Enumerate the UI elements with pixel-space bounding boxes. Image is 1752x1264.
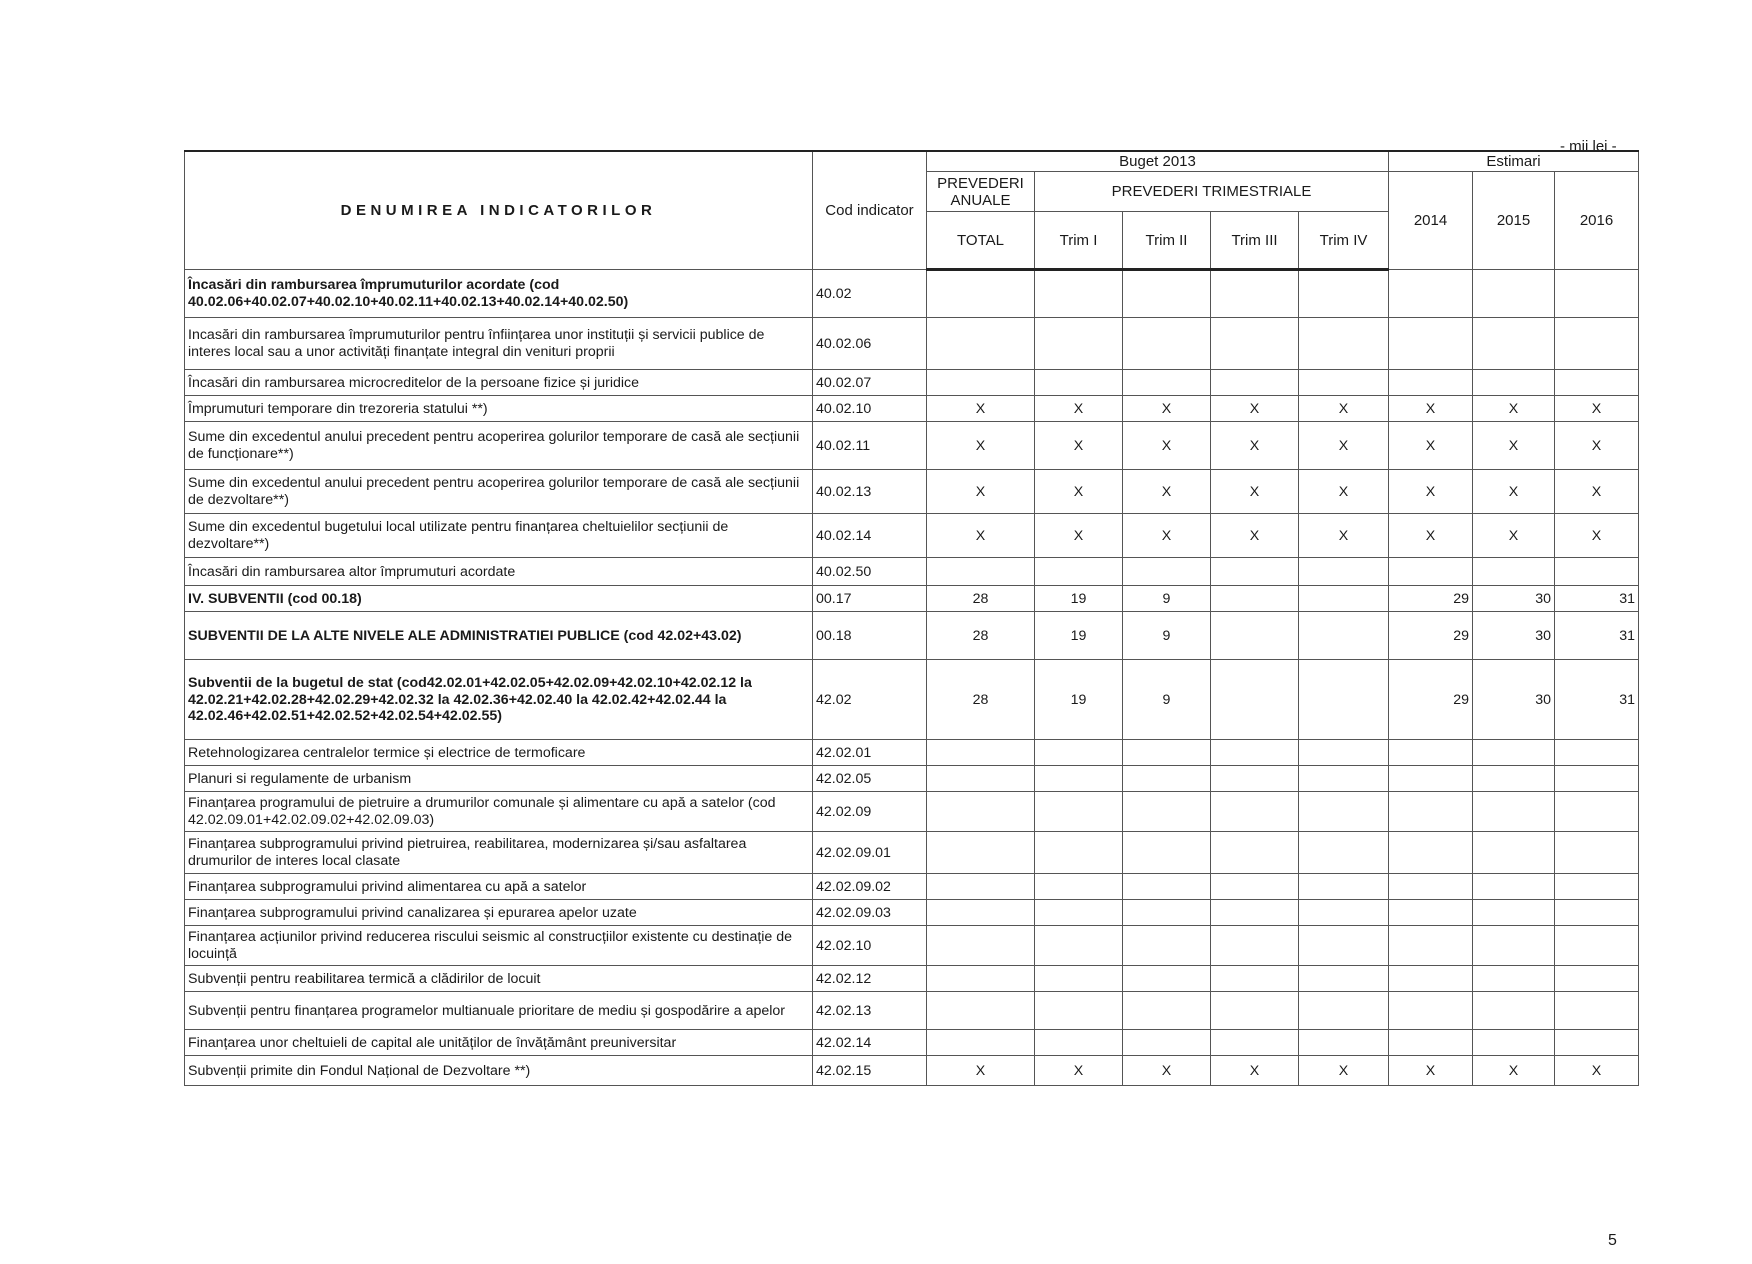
value-trim-3: X xyxy=(1211,396,1299,422)
value-trim-1: 19 xyxy=(1035,586,1123,612)
indicator-code: 42.02.10 xyxy=(813,926,927,966)
value-estimate-2014 xyxy=(1389,992,1473,1030)
indicator-code: 42.02.09.02 xyxy=(813,874,927,900)
header-trim-2: Trim II xyxy=(1123,212,1211,270)
value-estimate-2016 xyxy=(1555,270,1639,318)
value-trim-1 xyxy=(1035,740,1123,766)
indicator-name: Finanțarea programului de pietruire a drumurilor comunale și alimentare cu apă a satelor (cod 42.02.09.01+42.02.09.02+42.02.09.03) xyxy=(185,792,813,832)
indicator-code: 00.17 xyxy=(813,586,927,612)
value-trim-3 xyxy=(1211,926,1299,966)
indicator-name: Finanțarea subprogramului privind canalizarea și epurarea apelor uzate xyxy=(185,900,813,926)
value-estimate-2015 xyxy=(1473,900,1555,926)
value-total xyxy=(927,926,1035,966)
table-row xyxy=(185,966,1639,992)
header-total: TOTAL xyxy=(927,212,1035,270)
value-total xyxy=(927,318,1035,370)
table-row xyxy=(185,660,1639,740)
value-trim-2 xyxy=(1123,926,1211,966)
value-total: X xyxy=(927,514,1035,558)
indicator-name: Sume din excedentul anului precedent pentru acoperirea golurilor temporare de casă ale secțiunii de dezvoltare**) xyxy=(185,470,813,514)
value-trim-4: X xyxy=(1299,396,1389,422)
indicator-code: 40.02.07 xyxy=(813,370,927,396)
indicator-name: Finanțarea unor cheltuieli de capital ale unităților de învățământ preuniversitar xyxy=(185,1030,813,1056)
table-row xyxy=(185,926,1639,966)
header-prevederi-trimestriale: PREVEDERI TRIMESTRIALE xyxy=(1035,172,1389,212)
header-trim-3: Trim III xyxy=(1211,212,1299,270)
value-trim-1 xyxy=(1035,874,1123,900)
value-trim-2 xyxy=(1123,370,1211,396)
indicator-name: Încasări din rambursarea împrumuturilor acordate (cod 40.02.06+40.02.07+40.02.10+40.02.11+40.02.13+40.02.14+40.02.50) xyxy=(185,270,813,318)
value-estimate-2015 xyxy=(1473,270,1555,318)
value-trim-4 xyxy=(1299,740,1389,766)
table-row xyxy=(185,422,1639,470)
value-trim-4 xyxy=(1299,660,1389,740)
value-trim-2 xyxy=(1123,318,1211,370)
header-year-2014: 2014 xyxy=(1389,172,1473,270)
page-number: 5 xyxy=(1608,1232,1617,1249)
value-estimate-2014: X xyxy=(1389,396,1473,422)
value-estimate-2016 xyxy=(1555,874,1639,900)
value-trim-4 xyxy=(1299,792,1389,832)
value-estimate-2014: 29 xyxy=(1389,612,1473,660)
indicator-name: Planuri si regulamente de urbanism xyxy=(185,766,813,792)
table-row xyxy=(185,586,1639,612)
value-estimate-2015: 30 xyxy=(1473,586,1555,612)
table-row xyxy=(185,612,1639,660)
value-trim-1 xyxy=(1035,900,1123,926)
unit-label: - mii lei - xyxy=(1560,138,1617,155)
value-trim-1: X xyxy=(1035,422,1123,470)
table-row xyxy=(185,740,1639,766)
indicator-code: 42.02.01 xyxy=(813,740,927,766)
value-trim-4: X xyxy=(1299,422,1389,470)
value-trim-4 xyxy=(1299,992,1389,1030)
header-year-2016: 2016 xyxy=(1555,172,1639,270)
value-trim-4 xyxy=(1299,832,1389,874)
value-estimate-2016 xyxy=(1555,370,1639,396)
value-trim-3 xyxy=(1211,874,1299,900)
indicator-code: 40.02.50 xyxy=(813,558,927,586)
value-trim-2: X xyxy=(1123,514,1211,558)
value-trim-3 xyxy=(1211,966,1299,992)
value-estimate-2014 xyxy=(1389,1030,1473,1056)
value-trim-1 xyxy=(1035,832,1123,874)
value-trim-3 xyxy=(1211,370,1299,396)
value-trim-2 xyxy=(1123,766,1211,792)
value-trim-1 xyxy=(1035,766,1123,792)
value-estimate-2014 xyxy=(1389,874,1473,900)
value-trim-4 xyxy=(1299,766,1389,792)
header-trim-1: Trim I xyxy=(1035,212,1123,270)
value-estimate-2014 xyxy=(1389,966,1473,992)
header-prevederi-anuale: PREVEDERI ANUALE xyxy=(927,172,1035,212)
indicator-name: Finanțarea acțiunilor privind reducerea riscului seismic al construcțiilor existente cu destinație de locuință xyxy=(185,926,813,966)
value-estimate-2016 xyxy=(1555,832,1639,874)
indicator-code: 42.02.14 xyxy=(813,1030,927,1056)
value-estimate-2016: X xyxy=(1555,422,1639,470)
value-estimate-2014 xyxy=(1389,792,1473,832)
value-total xyxy=(927,558,1035,586)
value-estimate-2015 xyxy=(1473,832,1555,874)
value-trim-3 xyxy=(1211,270,1299,318)
value-trim-3 xyxy=(1211,558,1299,586)
value-trim-2 xyxy=(1123,740,1211,766)
value-total xyxy=(927,874,1035,900)
table-row xyxy=(185,832,1639,874)
value-trim-4 xyxy=(1299,558,1389,586)
value-trim-1: X xyxy=(1035,396,1123,422)
indicator-code: 40.02.11 xyxy=(813,422,927,470)
value-trim-3 xyxy=(1211,612,1299,660)
value-estimate-2016 xyxy=(1555,1030,1639,1056)
indicator-name: IV. SUBVENTII (cod 00.18) xyxy=(185,586,813,612)
value-estimate-2014 xyxy=(1389,558,1473,586)
value-estimate-2015 xyxy=(1473,874,1555,900)
indicator-code: 40.02.06 xyxy=(813,318,927,370)
indicator-code: 42.02.13 xyxy=(813,992,927,1030)
value-estimate-2015 xyxy=(1473,926,1555,966)
header-buget: Buget 2013 xyxy=(927,151,1389,172)
value-trim-4 xyxy=(1299,270,1389,318)
value-trim-3 xyxy=(1211,992,1299,1030)
value-trim-4 xyxy=(1299,612,1389,660)
value-total xyxy=(927,832,1035,874)
value-trim-3 xyxy=(1211,318,1299,370)
value-trim-1 xyxy=(1035,270,1123,318)
indicator-code: 42.02.09.01 xyxy=(813,832,927,874)
value-trim-3 xyxy=(1211,832,1299,874)
value-trim-2 xyxy=(1123,966,1211,992)
indicator-name: Subvenții pentru reabilitarea termică a clădirilor de locuit xyxy=(185,966,813,992)
value-trim-3: X xyxy=(1211,514,1299,558)
value-estimate-2014: X xyxy=(1389,1056,1473,1086)
value-estimate-2016 xyxy=(1555,558,1639,586)
indicator-code: 42.02.05 xyxy=(813,766,927,792)
value-estimate-2014: X xyxy=(1389,470,1473,514)
value-estimate-2015 xyxy=(1473,966,1555,992)
table-row xyxy=(185,1056,1639,1086)
value-estimate-2015: X xyxy=(1473,422,1555,470)
indicator-name: Încasări din rambursarea microcreditelor de la persoane fizice și juridice xyxy=(185,370,813,396)
indicator-code: 40.02.14 xyxy=(813,514,927,558)
table-row xyxy=(185,992,1639,1030)
value-estimate-2014 xyxy=(1389,270,1473,318)
value-trim-1: X xyxy=(1035,1056,1123,1086)
table-row xyxy=(185,370,1639,396)
header-denumirea: DENUMIREA INDICATORILOR xyxy=(185,151,813,270)
value-trim-2 xyxy=(1123,832,1211,874)
indicator-name: Sume din excedentul anului precedent pentru acoperirea golurilor temporare de casă ale secțiunii de funcționare**) xyxy=(185,422,813,470)
value-estimate-2014 xyxy=(1389,318,1473,370)
value-total: 28 xyxy=(927,660,1035,740)
budget-table xyxy=(184,150,1639,1086)
value-estimate-2015 xyxy=(1473,766,1555,792)
value-estimate-2016: 31 xyxy=(1555,660,1639,740)
value-trim-1 xyxy=(1035,318,1123,370)
indicator-code: 42.02.09 xyxy=(813,792,927,832)
value-estimate-2015 xyxy=(1473,792,1555,832)
indicator-code: 40.02.10 xyxy=(813,396,927,422)
value-trim-1 xyxy=(1035,370,1123,396)
value-estimate-2016: X xyxy=(1555,470,1639,514)
value-estimate-2014 xyxy=(1389,900,1473,926)
value-estimate-2016 xyxy=(1555,992,1639,1030)
value-trim-2 xyxy=(1123,1030,1211,1056)
value-trim-2 xyxy=(1123,558,1211,586)
indicator-code: 42.02.12 xyxy=(813,966,927,992)
value-estimate-2015 xyxy=(1473,558,1555,586)
value-trim-2: X xyxy=(1123,470,1211,514)
indicator-code: 40.02.13 xyxy=(813,470,927,514)
indicator-name: Incasări din rambursarea împrumuturilor pentru înființarea unor instituții și servicii publice de interes local sau a unor activități finanțate integral din venituri proprii xyxy=(185,318,813,370)
indicator-name: SUBVENTII DE LA ALTE NIVELE ALE ADMINISTRATIEI PUBLICE (cod 42.02+43.02) xyxy=(185,612,813,660)
value-estimate-2014: X xyxy=(1389,422,1473,470)
value-total xyxy=(927,900,1035,926)
value-trim-4: X xyxy=(1299,470,1389,514)
value-estimate-2016: X xyxy=(1555,1056,1639,1086)
table-row xyxy=(185,1030,1639,1056)
header-trim-4: Trim IV xyxy=(1299,212,1389,270)
value-trim-1 xyxy=(1035,966,1123,992)
table-row xyxy=(185,792,1639,832)
value-trim-1: 19 xyxy=(1035,660,1123,740)
value-estimate-2014 xyxy=(1389,832,1473,874)
value-trim-3 xyxy=(1211,586,1299,612)
value-estimate-2016: 31 xyxy=(1555,586,1639,612)
value-trim-2: X xyxy=(1123,1056,1211,1086)
value-trim-2 xyxy=(1123,992,1211,1030)
indicator-name: Finanțarea subprogramului privind alimentarea cu apă a satelor xyxy=(185,874,813,900)
indicator-name: Încasări din rambursarea altor împrumuturi acordate xyxy=(185,558,813,586)
table-row xyxy=(185,270,1639,318)
value-estimate-2015: 30 xyxy=(1473,612,1555,660)
value-estimate-2015: X xyxy=(1473,470,1555,514)
value-trim-4 xyxy=(1299,1030,1389,1056)
table-row xyxy=(185,766,1639,792)
value-trim-1 xyxy=(1035,926,1123,966)
value-estimate-2016 xyxy=(1555,318,1639,370)
indicator-code: 42.02 xyxy=(813,660,927,740)
table-row xyxy=(185,874,1639,900)
table-row xyxy=(185,470,1639,514)
value-estimate-2015: 30 xyxy=(1473,660,1555,740)
value-trim-3 xyxy=(1211,900,1299,926)
value-trim-3 xyxy=(1211,766,1299,792)
value-trim-2 xyxy=(1123,270,1211,318)
value-estimate-2014 xyxy=(1389,370,1473,396)
value-trim-1: X xyxy=(1035,470,1123,514)
value-trim-1 xyxy=(1035,558,1123,586)
header-estimari: Estimari xyxy=(1389,151,1639,172)
value-estimate-2016: 31 xyxy=(1555,612,1639,660)
indicator-name: Finanțarea subprogramului privind pietruirea, reabilitarea, modernizarea și/sau asfaltarea drumurilor de interes local clasate xyxy=(185,832,813,874)
value-total: 28 xyxy=(927,586,1035,612)
value-trim-4: X xyxy=(1299,1056,1389,1086)
value-total xyxy=(927,370,1035,396)
value-estimate-2015: X xyxy=(1473,396,1555,422)
value-trim-3: X xyxy=(1211,422,1299,470)
indicator-name: Sume din excedentul bugetului local utilizate pentru finanțarea cheltuielilor secțiunii de dezvoltare**) xyxy=(185,514,813,558)
indicator-name: Subvenții pentru finanțarea programelor multianuale prioritare de mediu și gospodărire a apelor xyxy=(185,992,813,1030)
value-estimate-2015 xyxy=(1473,992,1555,1030)
indicator-name: Subvenții primite din Fondul Național de Dezvoltare **) xyxy=(185,1056,813,1086)
value-total xyxy=(927,270,1035,318)
value-estimate-2015 xyxy=(1473,740,1555,766)
value-trim-2: 9 xyxy=(1123,660,1211,740)
value-trim-2: X xyxy=(1123,422,1211,470)
value-trim-3 xyxy=(1211,660,1299,740)
table-row xyxy=(185,396,1639,422)
value-trim-3 xyxy=(1211,740,1299,766)
indicator-name: Împrumuturi temporare din trezoreria statului **) xyxy=(185,396,813,422)
value-total: X xyxy=(927,470,1035,514)
value-estimate-2016: X xyxy=(1555,514,1639,558)
table-row xyxy=(185,900,1639,926)
value-trim-3: X xyxy=(1211,1056,1299,1086)
value-estimate-2016 xyxy=(1555,900,1639,926)
value-total: X xyxy=(927,422,1035,470)
value-trim-4 xyxy=(1299,966,1389,992)
header-year-2015: 2015 xyxy=(1473,172,1555,270)
value-total: X xyxy=(927,396,1035,422)
value-estimate-2014 xyxy=(1389,926,1473,966)
value-total xyxy=(927,766,1035,792)
value-trim-4 xyxy=(1299,370,1389,396)
value-trim-2: 9 xyxy=(1123,586,1211,612)
value-estimate-2015 xyxy=(1473,318,1555,370)
value-trim-2 xyxy=(1123,874,1211,900)
value-trim-2: X xyxy=(1123,396,1211,422)
value-total xyxy=(927,740,1035,766)
value-estimate-2014 xyxy=(1389,766,1473,792)
table-row xyxy=(185,558,1639,586)
value-trim-1: 19 xyxy=(1035,612,1123,660)
value-trim-4 xyxy=(1299,586,1389,612)
indicator-code: 42.02.09.03 xyxy=(813,900,927,926)
value-estimate-2016 xyxy=(1555,766,1639,792)
value-trim-3 xyxy=(1211,1030,1299,1056)
table-body xyxy=(185,270,1639,1086)
value-total xyxy=(927,792,1035,832)
value-trim-4 xyxy=(1299,318,1389,370)
value-estimate-2014: 29 xyxy=(1389,586,1473,612)
indicator-code: 00.18 xyxy=(813,612,927,660)
value-trim-1 xyxy=(1035,992,1123,1030)
value-total xyxy=(927,966,1035,992)
header-cod: Cod indicator xyxy=(813,151,927,270)
value-trim-2: 9 xyxy=(1123,612,1211,660)
value-trim-1 xyxy=(1035,792,1123,832)
value-trim-3: X xyxy=(1211,470,1299,514)
value-estimate-2016 xyxy=(1555,926,1639,966)
value-total xyxy=(927,992,1035,1030)
value-trim-3 xyxy=(1211,792,1299,832)
value-total xyxy=(927,1030,1035,1056)
value-estimate-2014: X xyxy=(1389,514,1473,558)
indicator-code: 42.02.15 xyxy=(813,1056,927,1086)
value-trim-4 xyxy=(1299,926,1389,966)
value-estimate-2015 xyxy=(1473,370,1555,396)
value-trim-1: X xyxy=(1035,514,1123,558)
value-estimate-2016: X xyxy=(1555,396,1639,422)
value-total: 28 xyxy=(927,612,1035,660)
value-estimate-2015: X xyxy=(1473,514,1555,558)
value-trim-4 xyxy=(1299,874,1389,900)
table-row xyxy=(185,514,1639,558)
value-trim-2 xyxy=(1123,900,1211,926)
value-trim-4: X xyxy=(1299,514,1389,558)
value-estimate-2014: 29 xyxy=(1389,660,1473,740)
value-estimate-2016 xyxy=(1555,966,1639,992)
value-estimate-2015 xyxy=(1473,1030,1555,1056)
value-total: X xyxy=(927,1056,1035,1086)
indicator-code: 40.02 xyxy=(813,270,927,318)
table-row xyxy=(185,318,1639,370)
value-estimate-2016 xyxy=(1555,740,1639,766)
indicator-name: Retehnologizarea centralelor termice și electrice de termoficare xyxy=(185,740,813,766)
indicator-name: Subventii de la bugetul de stat (cod42.02.01+42.02.05+42.02.09+42.02.10+42.02.12 la 42.02.21+42.02.28+42.02.29+42.02.32 la 42.02.36+42.02.40 la 42.02.42+42.02.44 la 42.02.46+42.02.51+42.02.52+42.02.54+42.02.55) xyxy=(185,660,813,740)
value-estimate-2016 xyxy=(1555,792,1639,832)
value-trim-2 xyxy=(1123,792,1211,832)
value-trim-1 xyxy=(1035,1030,1123,1056)
value-estimate-2015: X xyxy=(1473,1056,1555,1086)
table-header xyxy=(185,151,1639,270)
value-trim-4 xyxy=(1299,900,1389,926)
value-estimate-2014 xyxy=(1389,740,1473,766)
